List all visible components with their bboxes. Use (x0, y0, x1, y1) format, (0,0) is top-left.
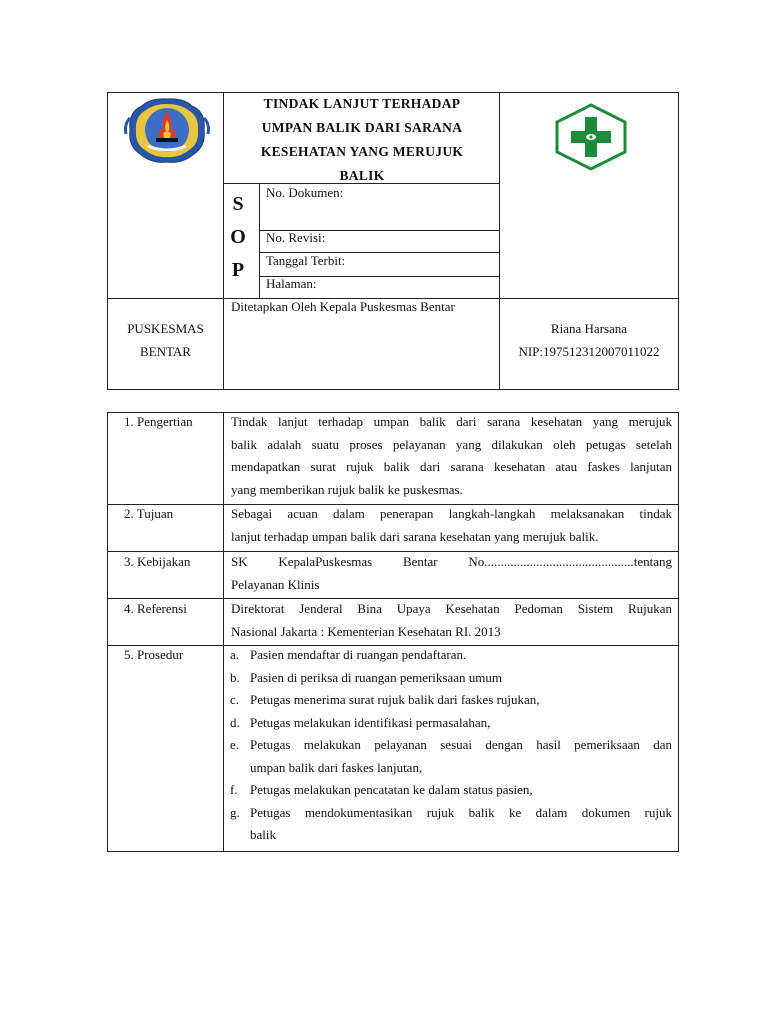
kebijakan-line: Pelayanan Klinis (231, 577, 320, 592)
pengertian-line: Tindak lanjut terhadap umpan balik dari sarana kesehatan yang merujuk (231, 414, 672, 429)
document-title: TINDAK LANJUT TERHADAP UMPAN BALIK DARI SARANA KESEHATAN YANG MERUJUK BALIK (260, 96, 464, 183)
list-item-letter: d. (230, 715, 240, 730)
list-item-letter: e. (230, 737, 240, 752)
section-label-prosedur: 5. Prosedur (124, 647, 184, 662)
org-name-line1: PUSKESMAS (127, 321, 204, 336)
list-item-continuation: balik (250, 827, 276, 842)
referensi-line: Direktorat Jenderal Bina Upaya Kesehatan Pedoman Sistem Rujukan (231, 601, 672, 616)
section-label-referensi: 4. Referensi (124, 601, 187, 616)
signer-name: Riana Harsana (550, 321, 628, 336)
list-item: Petugas menerima surat rujuk balik dari faskes rujukan, (250, 692, 540, 707)
list-item-letter: g. (230, 805, 240, 820)
referensi-line: Nasional Jakarta : Kementerian Kesehatan RI. 2013 (231, 624, 501, 639)
list-item-letter: b. (230, 670, 240, 685)
puskesmas-logo (553, 103, 629, 171)
pengertian-line: yang memberikan rujuk balik ke puskesmas. (231, 482, 463, 497)
section-label-tujuan: 2. Tujuan (124, 506, 174, 521)
established-by-text: Ditetapkan Oleh Kepala Puskesmas Bentar (231, 299, 455, 314)
tujuan-line: lanjut terhadap umpan balik dari sarana kesehatan yang merujuk balik. (231, 529, 599, 544)
kebijakan-line: SK KepalaPuskesmas Bentar No..............................................tentang (231, 554, 672, 569)
sop-letter-s: S (232, 193, 244, 215)
pengertian-line: balik adalah suatu proses pelayanan yang dilakukan oleh petugas setelah (231, 437, 672, 452)
list-item-letter: c. (230, 692, 240, 707)
list-item-letter: a. (230, 647, 240, 662)
org-name-line2: BENTAR (140, 344, 191, 359)
tujuan-line: Sebagai acuan dalam penerapan langkah-langkah melaksanakan tindak (231, 506, 672, 521)
issue-date-label: Tanggal Terbit: (266, 253, 346, 268)
signer-nip: NIP:197512312007011022 (518, 344, 660, 359)
list-item: Pasien mendaftar di ruangan pendaftaran. (250, 647, 467, 662)
sop-letter-p: P (231, 259, 245, 281)
pengertian-line: mendapatkan surat rujuk balik dari sarana kesehatan atau faskes lanjutan (231, 459, 672, 474)
regency-emblem-logo (122, 94, 212, 166)
list-item: Pasien di periksa di ruangan pemeriksaan umum (250, 670, 502, 685)
list-item: Petugas melakukan identifikasi permasalahan, (250, 715, 491, 730)
list-item: Petugas melakukan pelayanan sesuai dengan hasil pemeriksaan dan (250, 737, 672, 752)
list-item: Petugas mendokumentasikan rujuk balik ke dalam dokumen rujuk (250, 805, 672, 820)
list-item-continuation: umpan balik dari faskes lanjutan, (250, 760, 423, 775)
list-item-letter: f. (230, 782, 238, 797)
doc-number-label: No. Dokumen: (266, 185, 344, 200)
page-label: Halaman: (266, 276, 317, 291)
sop-letter-o: O (230, 226, 246, 248)
revision-label: No. Revisi: (266, 230, 326, 245)
section-label-pengertian: 1. Pengertian (124, 414, 193, 429)
section-label-kebijakan: 3. Kebijakan (124, 554, 191, 569)
list-item: Petugas melakukan pencatatan ke dalam status pasien, (250, 782, 533, 797)
